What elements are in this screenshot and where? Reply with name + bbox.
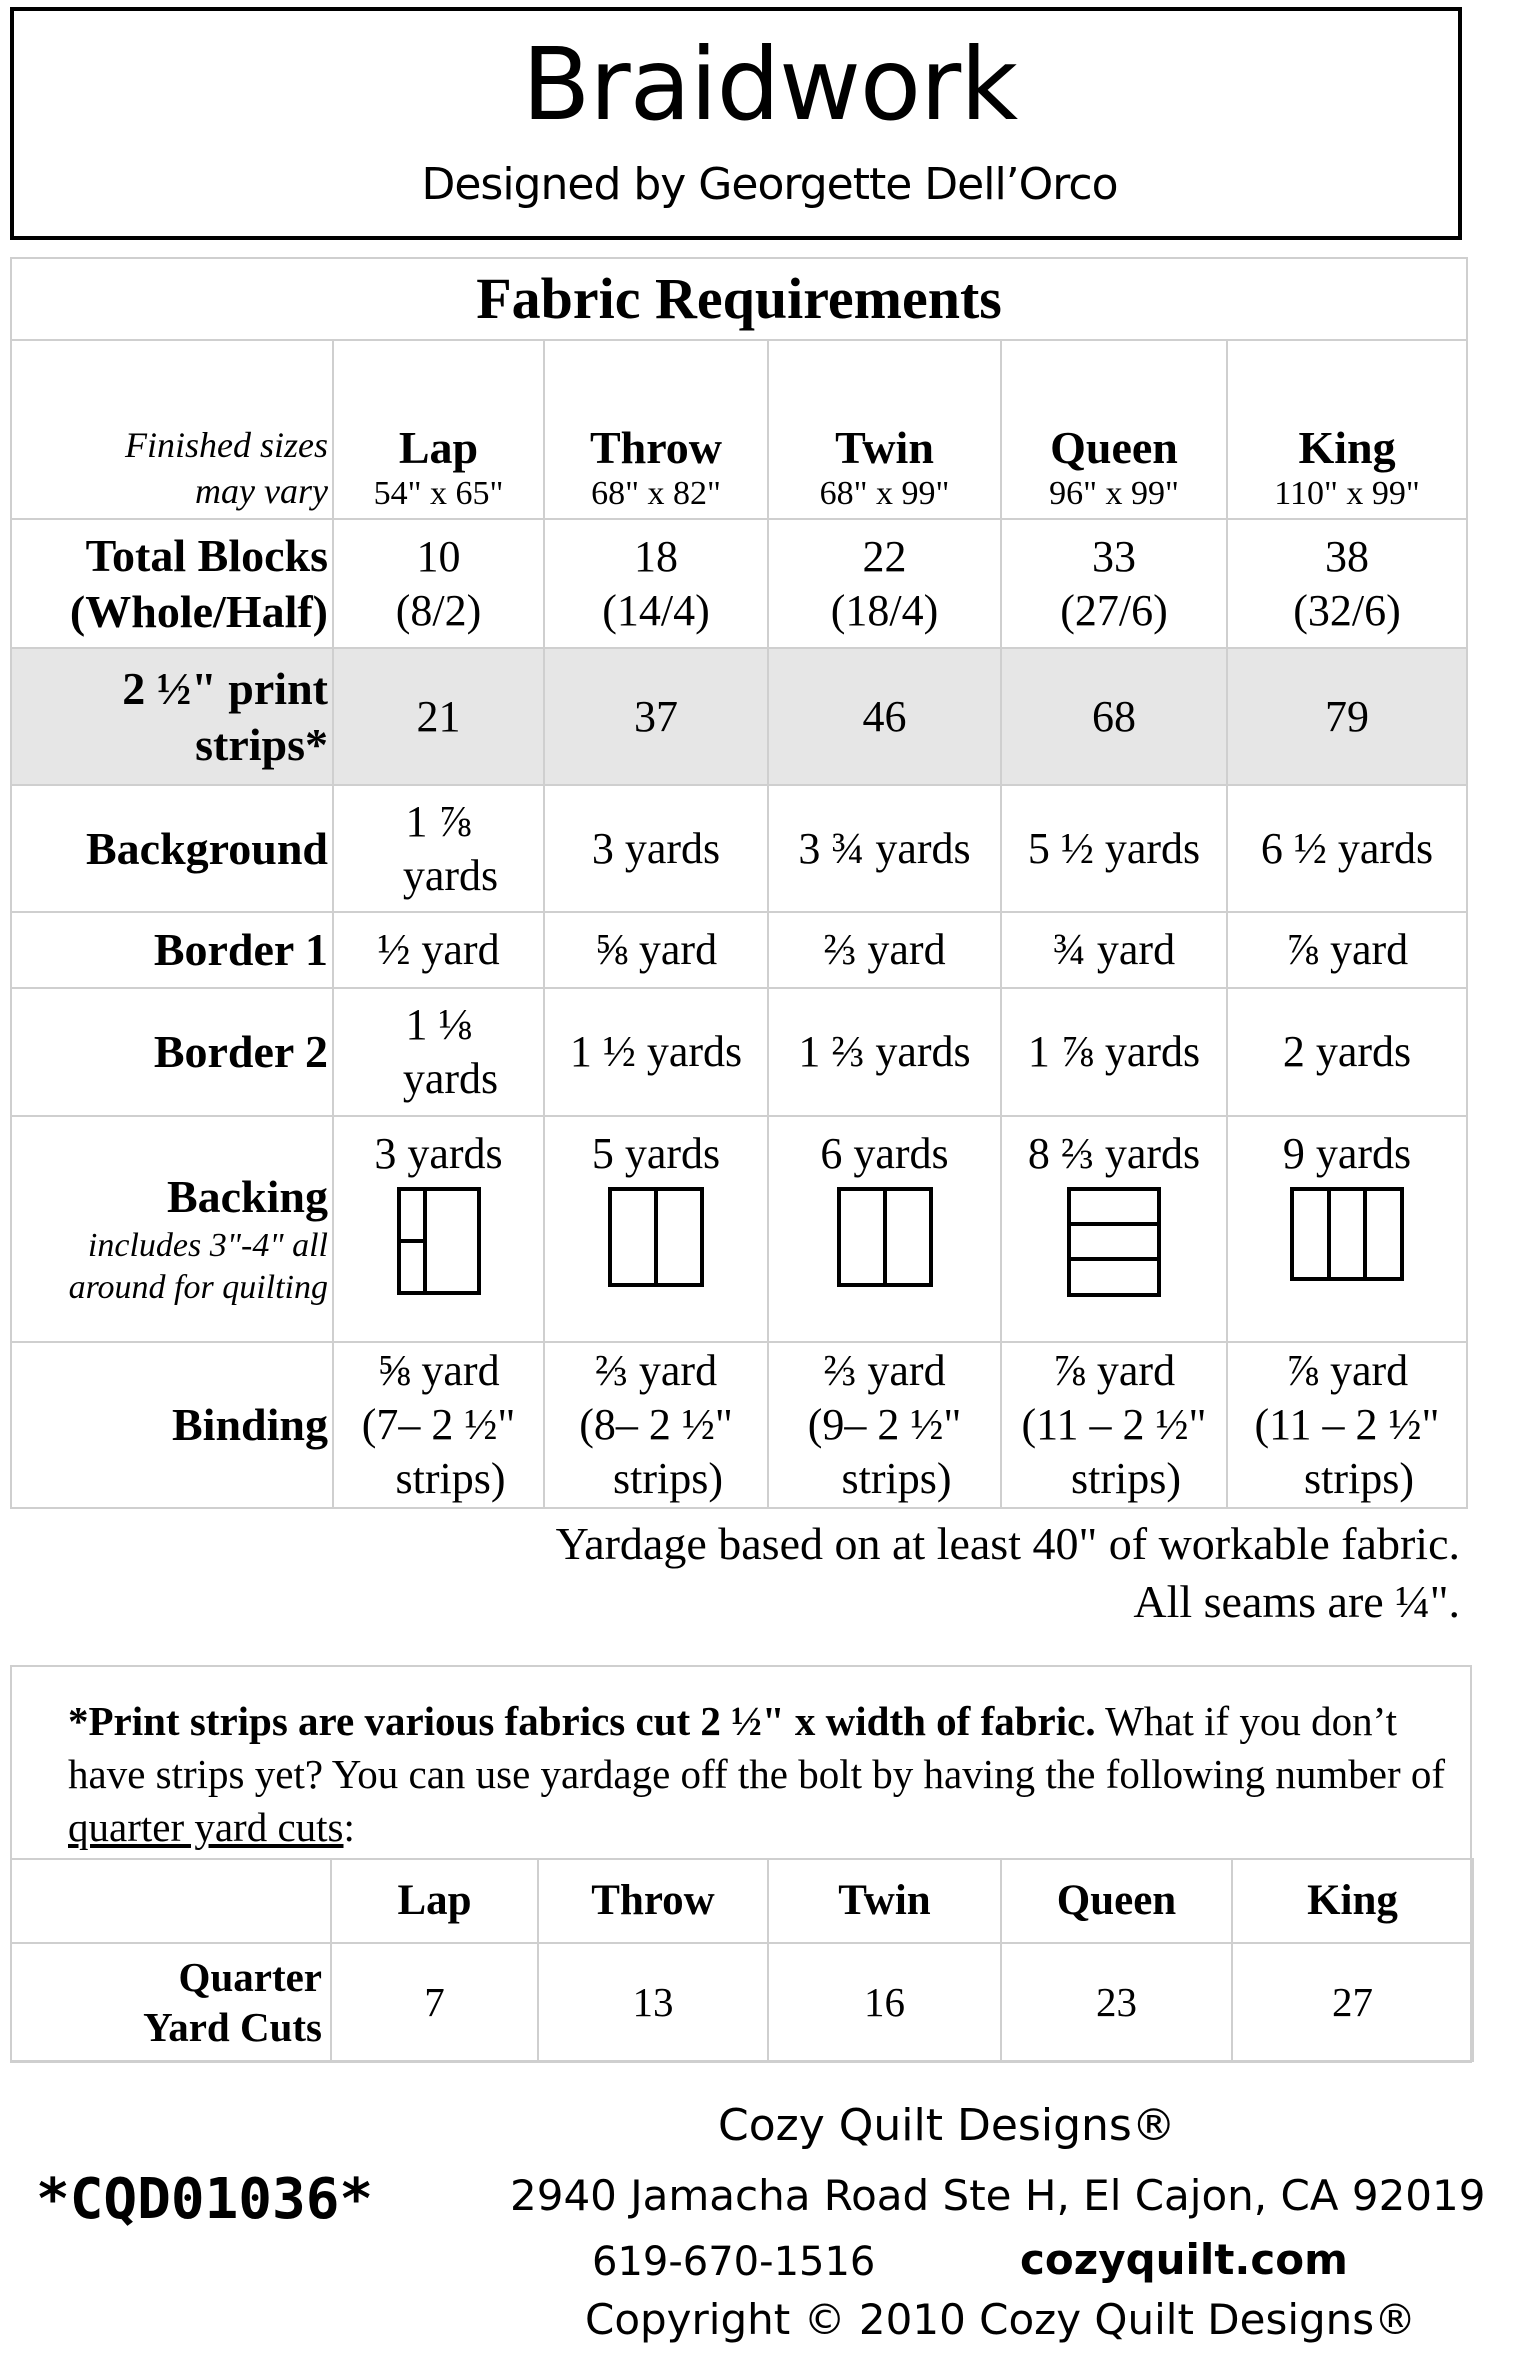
yardage-note: Yardage based on at least 40" of workable fabric. All seams are ¼". — [555, 1518, 1460, 1627]
cuts-throw: 13 — [538, 1943, 768, 2061]
size-twin: Twin 68" x 99" — [768, 340, 1001, 519]
quarter-cuts-header-row — [11, 1859, 1473, 1943]
quarter-cuts-table — [10, 1858, 1474, 2062]
border2-queen: 1 ⅞ yards — [1001, 988, 1227, 1116]
total-blocks-row — [11, 519, 1467, 648]
cuts-queen: 23 — [1001, 1943, 1232, 2061]
cuts-header-lap: Lap — [331, 1859, 538, 1943]
size-lap: Lap 54" x 65" — [333, 340, 544, 519]
cuts-header-king: King — [1232, 1859, 1473, 1943]
background-queen: 5 ½ yards — [1001, 785, 1227, 912]
size-queen: Queen 96" x 99" — [1001, 340, 1227, 519]
border2-row — [11, 988, 1467, 1116]
backing-row — [11, 1116, 1467, 1342]
background-lap: 1 ⅞ yards — [333, 785, 544, 912]
background-twin: 3 ¾ yards — [768, 785, 1001, 912]
cuts-king: 27 — [1232, 1943, 1473, 2061]
cuts-twin: 16 — [768, 1943, 1001, 2061]
strips-king: 79 — [1227, 648, 1467, 785]
border2-twin: 1 ⅔ yards — [768, 988, 1001, 1116]
sizes-row — [11, 340, 1467, 519]
backing-twin: 6 yards — [768, 1116, 1001, 1342]
border2-lap: 1 ⅛ yards — [333, 988, 544, 1116]
blocks-king: 38 (32/6) — [1227, 519, 1467, 648]
blocks-throw: 18 (14/4) — [544, 519, 768, 648]
quarter-cuts-values-row — [11, 1943, 1473, 2061]
border1-throw: ⅝ yard — [544, 912, 768, 988]
cuts-lap: 7 — [331, 1943, 538, 2061]
strips-queen: 68 — [1001, 648, 1227, 785]
blocks-queen: 33 (27/6) — [1001, 519, 1227, 648]
print-strips-row — [11, 648, 1467, 785]
finished-sizes-note: Finished sizes may vary — [11, 340, 333, 519]
binding-throw: ⅔ yard (8– 2 ½" strips) — [544, 1342, 768, 1508]
binding-row — [11, 1342, 1467, 1508]
backing-lap: 3 yards — [333, 1116, 544, 1342]
border1-twin: ⅔ yard — [768, 912, 1001, 988]
strips-throw: 37 — [544, 648, 768, 785]
total-blocks-label: Total Blocks (Whole/Half) — [11, 519, 333, 648]
backing-layout-queen-icon — [1067, 1187, 1161, 1297]
border2-label: Border 2 — [11, 988, 333, 1116]
company-website: cozyquilt.com — [1020, 2235, 1348, 2284]
company-address: 2940 Jamacha Road Ste H, El Cajon, CA 92019 — [510, 2171, 1486, 2220]
backing-queen: 8 ⅔ yards — [1001, 1116, 1227, 1342]
binding-queen: ⅞ yard (11 – 2 ½" strips) — [1001, 1342, 1227, 1508]
strips-twin: 46 — [768, 648, 1001, 785]
border1-queen: ¾ yard — [1001, 912, 1227, 988]
binding-label: Binding — [11, 1342, 333, 1508]
border1-lap: ½ yard — [333, 912, 544, 988]
fabric-requirements-heading: Fabric Requirements — [11, 258, 1467, 340]
background-label: Background — [11, 785, 333, 912]
quarter-cuts-label: Quarter Yard Cuts — [11, 1943, 331, 2061]
blocks-twin: 22 (18/4) — [768, 519, 1001, 648]
pattern-title: Braidwork — [521, 26, 1018, 143]
fabric-requirements-table — [10, 257, 1468, 1509]
backing-layout-lap-icon — [397, 1187, 481, 1295]
binding-king: ⅞ yard (11 – 2 ½" strips) — [1227, 1342, 1467, 1508]
strips-lap: 21 — [333, 648, 544, 785]
print-strips-label: 2 ½" print strips* — [11, 648, 333, 785]
table-heading-row — [11, 258, 1467, 340]
background-throw: 3 yards — [544, 785, 768, 912]
backing-layout-throw-icon — [608, 1187, 704, 1287]
backing-label: Backing includes 3"-4" all around for quilting — [11, 1116, 333, 1342]
backing-throw: 5 yards — [544, 1116, 768, 1342]
company-name: Cozy Quilt Designs® — [718, 2100, 1176, 2151]
background-king: 6 ½ yards — [1227, 785, 1467, 912]
copyright-notice: Copyright © 2010 Cozy Quilt Designs® — [585, 2295, 1417, 2344]
blocks-lap: 10 (8/2) — [333, 519, 544, 648]
size-king: King 110" x 99" — [1227, 340, 1467, 519]
border1-row — [11, 912, 1467, 988]
border2-king: 2 yards — [1227, 988, 1467, 1116]
backing-king: 9 yards — [1227, 1116, 1467, 1342]
product-sku: *CQD01036* — [36, 2167, 374, 2232]
binding-lap: ⅝ yard (7– 2 ½" strips) — [333, 1342, 544, 1508]
backing-layout-twin-icon — [837, 1187, 933, 1287]
border1-king: ⅞ yard — [1227, 912, 1467, 988]
company-phone: 619-670-1516 — [592, 2239, 876, 2285]
background-row — [11, 785, 1467, 912]
cuts-header-queen: Queen — [1001, 1859, 1232, 1943]
backing-layout-king-icon — [1290, 1187, 1404, 1281]
border2-throw: 1 ½ yards — [544, 988, 768, 1116]
cuts-header-throw: Throw — [538, 1859, 768, 1943]
print-strips-explanation: *Print strips are various fabrics cut 2 ½" x width of fabric. What if you don’t have strips yet? You can use yardage off the bolt by having the following number of quarter yard cuts: — [68, 1698, 1446, 1850]
size-throw: Throw 68" x 82" — [544, 340, 768, 519]
binding-twin: ⅔ yard (9– 2 ½" strips) — [768, 1342, 1001, 1508]
cuts-header-twin: Twin — [768, 1859, 1001, 1943]
border1-label: Border 1 — [11, 912, 333, 988]
designer-credit: Designed by Georgette Dell’Orco — [421, 159, 1118, 210]
